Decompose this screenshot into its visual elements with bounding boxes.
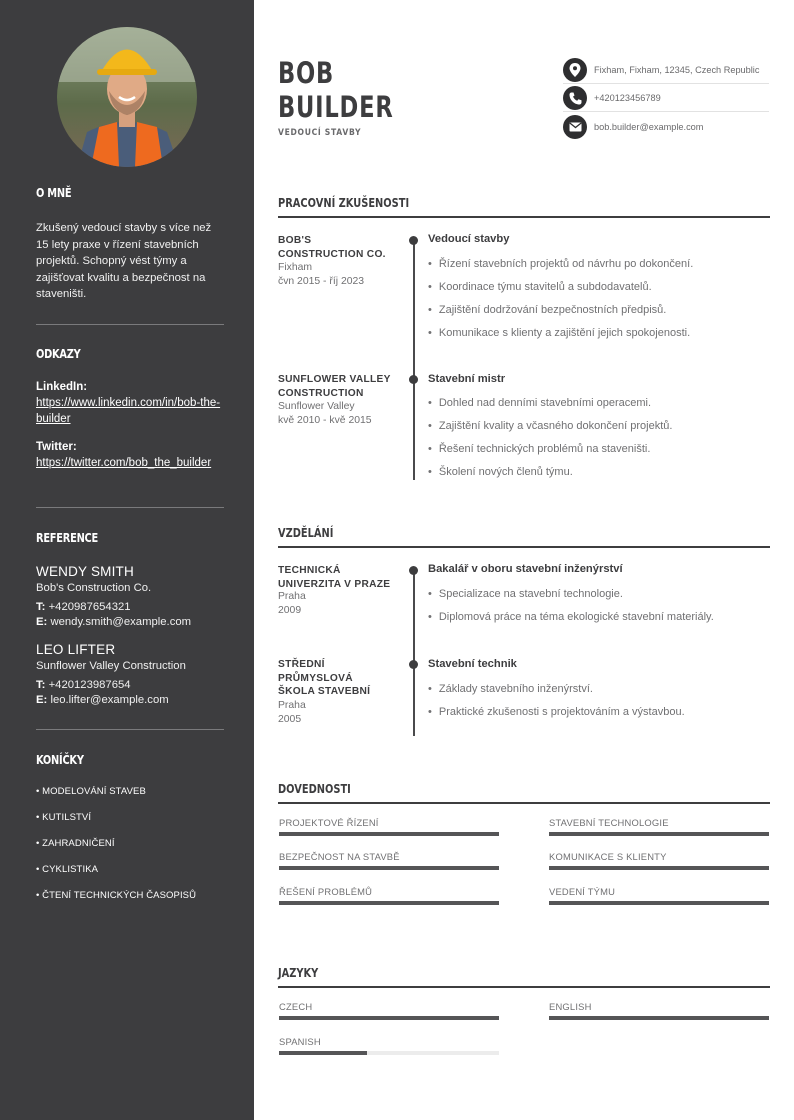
edu-bullet: • Praktické zkušenosti s projektováním a výstavbou. bbox=[428, 706, 685, 718]
job-role: Stavební mistr bbox=[428, 373, 506, 385]
references-title: REFERENCE bbox=[36, 531, 99, 545]
org-line: BOB'S bbox=[278, 235, 312, 246]
contact-phone bbox=[563, 85, 769, 112]
last-name: BUILDER bbox=[278, 90, 394, 124]
language-item bbox=[279, 1036, 499, 1055]
edu-location: Praha bbox=[278, 700, 306, 711]
education-title: VZDĚLÁNÍ bbox=[278, 526, 334, 540]
contact-email bbox=[563, 113, 769, 140]
skill-label: KOMUNIKACE S KLIENTY bbox=[549, 851, 667, 862]
hobby-item: • ČTENÍ TECHNICKÝCH ČASOPISŮ bbox=[36, 890, 197, 901]
job-bullet: • Komunikace s klienty a zajištění jejich spokojenosti. bbox=[428, 327, 690, 339]
job-org bbox=[278, 234, 403, 261]
job-bullet: • Zajištění dodržování bezpečnostních předpisů. bbox=[428, 304, 666, 316]
phone-label: T: bbox=[36, 601, 46, 613]
reference-name: WENDY SMITH bbox=[36, 564, 134, 579]
section-rule bbox=[278, 216, 770, 218]
edu-degree: Stavební technik bbox=[428, 658, 517, 670]
skill-item bbox=[549, 851, 769, 870]
skill-bar bbox=[279, 901, 499, 905]
job-bullet: • Koordinace týmu stavitelů a subdodavatelů. bbox=[428, 281, 652, 293]
languages-title: JAZYKY bbox=[278, 966, 319, 980]
hobbies-title: KONÍČKY bbox=[36, 753, 84, 767]
job-location: Sunflower Valley bbox=[278, 401, 355, 412]
skill-item bbox=[279, 817, 499, 836]
language-bar-fill bbox=[279, 1051, 367, 1055]
links-title: ODKAZY bbox=[36, 347, 81, 361]
reference-phone-value: +420987654321 bbox=[48, 601, 131, 613]
skill-bar bbox=[279, 866, 499, 870]
language-bar bbox=[279, 1051, 499, 1055]
section-rule bbox=[278, 546, 770, 548]
org-line: SUNFLOWER VALLEY bbox=[278, 374, 391, 385]
edu-location: Praha bbox=[278, 591, 306, 602]
skill-label: STAVEBNÍ TECHNOLOGIE bbox=[549, 817, 669, 828]
edu-org bbox=[278, 658, 403, 699]
language-label: ENGLISH bbox=[549, 1001, 592, 1012]
edu-bullet: • Základy stavebního inženýrství. bbox=[428, 683, 593, 695]
edu-org bbox=[278, 564, 403, 591]
contact-address bbox=[563, 57, 769, 84]
skill-label: BEZPEČNOST NA STAVBĚ bbox=[279, 851, 400, 862]
reference-email bbox=[36, 616, 191, 628]
skill-bar-fill bbox=[279, 866, 499, 870]
job-bullet: • Řešení technických problémů na staveništi. bbox=[428, 443, 650, 455]
timeline-line bbox=[413, 240, 415, 480]
skill-bar bbox=[279, 832, 499, 836]
language-label: SPANISH bbox=[279, 1036, 321, 1047]
twitter-link[interactable]: https://twitter.com/bob_the_builder bbox=[36, 457, 212, 469]
job-bullet: • Dohled nad denními stavebními operacemi. bbox=[428, 397, 651, 409]
section-rule bbox=[278, 986, 770, 988]
language-bar bbox=[279, 1016, 499, 1020]
first-name: BOB bbox=[278, 56, 335, 90]
about-text: Zkušený vedoucí stavby s více než 15 lety praxe v řízení stavebních projektů. Schopný vést týmy a zajišťovat kvalitu a bezpečnost na staveništi. bbox=[36, 222, 212, 301]
section-rule bbox=[278, 802, 770, 804]
job-org bbox=[278, 373, 403, 400]
sidebar-divider bbox=[36, 507, 224, 508]
timeline-dot bbox=[409, 236, 418, 245]
skill-item bbox=[279, 851, 499, 870]
address-text: Fixham, Fixham, 12345, Czech Republic bbox=[594, 65, 760, 75]
map-pin-icon bbox=[563, 58, 587, 82]
job-bullet: • Řízení stavebních projektů od návrhu po dokončení. bbox=[428, 258, 693, 270]
envelope-icon bbox=[563, 115, 587, 139]
phone-text: +420123456789 bbox=[594, 93, 661, 103]
skill-bar-fill bbox=[549, 901, 769, 905]
reference-phone bbox=[36, 601, 131, 613]
language-bar-fill bbox=[549, 1016, 769, 1020]
linkedin-link[interactable]: https://www.linkedin.com/in/bob-the-builder bbox=[36, 397, 221, 425]
timeline-line bbox=[413, 570, 415, 736]
job-bullet: • Školení nových členů týmu. bbox=[428, 466, 573, 478]
profile-photo bbox=[57, 27, 197, 167]
skill-label: ŘEŠENÍ PROBLÉMŮ bbox=[279, 886, 373, 897]
edu-dates: 2009 bbox=[278, 605, 302, 616]
experience-title: PRACOVNÍ ZKUŠENOSTI bbox=[278, 196, 410, 210]
job-dates: kvě 2010 - kvě 2015 bbox=[278, 415, 372, 426]
language-item bbox=[279, 1001, 499, 1020]
edu-bullet: • Specializace na stavební technologie. bbox=[428, 588, 623, 600]
skill-bar-fill bbox=[549, 866, 769, 870]
language-bar bbox=[549, 1016, 769, 1020]
timeline-dot bbox=[409, 566, 418, 575]
language-item bbox=[549, 1001, 769, 1020]
skill-item bbox=[549, 886, 769, 905]
job-dates: čvn 2015 - říj 2023 bbox=[278, 276, 365, 287]
email-label: E: bbox=[36, 616, 48, 628]
reference-company: Sunflower Valley Construction bbox=[36, 660, 186, 672]
skill-bar bbox=[549, 832, 769, 836]
skill-bar bbox=[549, 866, 769, 870]
org-line: TECHNICKÁ bbox=[278, 565, 341, 576]
skill-bar-fill bbox=[549, 832, 769, 836]
language-bar-fill bbox=[279, 1016, 499, 1020]
skill-bar bbox=[549, 901, 769, 905]
timeline-dot bbox=[409, 375, 418, 384]
skill-label: VEDENÍ TÝMU bbox=[549, 886, 616, 897]
skill-bar-fill bbox=[279, 832, 499, 836]
hobby-item: • KUTILSTVÍ bbox=[36, 812, 92, 823]
sidebar-divider bbox=[36, 324, 224, 325]
linkedin-label: LinkedIn: bbox=[36, 381, 88, 393]
twitter-label: Twitter: bbox=[36, 441, 77, 453]
edu-bullet: • Diplomová práce na téma ekologické stavební materiály. bbox=[428, 611, 714, 623]
reference-email-value: leo.lifter@example.com bbox=[50, 694, 169, 706]
reference-phone-value: +420123987654 bbox=[48, 679, 131, 691]
reference-phone bbox=[36, 679, 131, 691]
hobby-item: • MODELOVÁNÍ STAVEB bbox=[36, 786, 146, 797]
org-line: STŘEDNÍ bbox=[278, 659, 325, 670]
skill-item bbox=[279, 886, 499, 905]
about-title: O MNĚ bbox=[36, 186, 72, 200]
sidebar-divider bbox=[36, 729, 224, 730]
org-line: UNIVERZITA V PRAZE bbox=[278, 578, 391, 590]
hobby-item: • CYKLISTIKA bbox=[36, 864, 99, 875]
edu-degree: Bakalář v oboru stavební inženýrství bbox=[428, 563, 623, 575]
email-label: E: bbox=[36, 694, 48, 706]
job-role: Vedoucí stavby bbox=[428, 233, 510, 245]
phone-icon bbox=[563, 86, 587, 110]
reference-company: Bob's Construction Co. bbox=[36, 582, 152, 594]
reference-email bbox=[36, 694, 169, 706]
skill-bar-fill bbox=[279, 901, 499, 905]
reference-name: LEO LIFTER bbox=[36, 642, 116, 657]
edu-dates: 2005 bbox=[278, 714, 302, 725]
job-bullet: • Zajištění kvality a včasného dokončení projektů. bbox=[428, 420, 672, 432]
skill-item bbox=[549, 817, 769, 836]
org-line: CONSTRUCTION CO. bbox=[278, 248, 386, 260]
skill-label: PROJEKTOVÉ ŘÍZENÍ bbox=[279, 817, 379, 828]
org-line: CONSTRUCTION bbox=[278, 387, 364, 399]
phone-label: T: bbox=[36, 679, 46, 691]
org-line: PRŮMYSLOVÁ bbox=[278, 672, 353, 684]
language-label: CZECH bbox=[279, 1001, 313, 1012]
reference-email-value: wendy.smith@example.com bbox=[50, 616, 192, 628]
skills-title: DOVEDNOSTI bbox=[278, 782, 351, 796]
sidebar bbox=[0, 0, 254, 1120]
org-line: ŠKOLA STAVEBNÍ bbox=[278, 686, 371, 697]
job-title: VEDOUCÍ STAVBY bbox=[278, 128, 362, 138]
timeline-dot bbox=[409, 660, 418, 669]
hobby-item: • ZAHRADNIČENÍ bbox=[36, 838, 115, 849]
email-text: bob.builder@example.com bbox=[594, 121, 704, 132]
job-location: Fixham bbox=[278, 262, 313, 273]
